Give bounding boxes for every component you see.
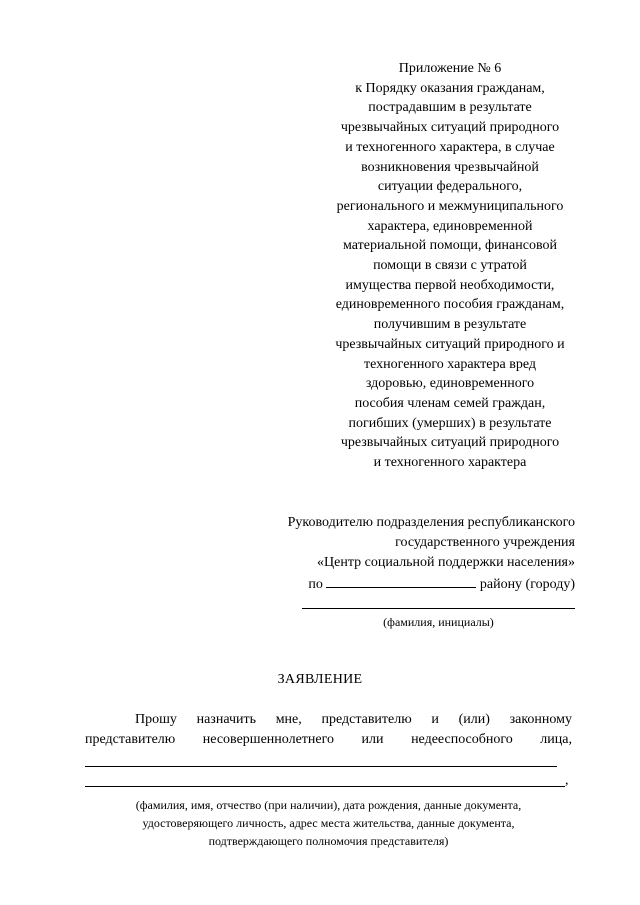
addressee-line: государственного учреждения xyxy=(395,535,575,550)
caption-line: удостоверяющего личность, адрес места жительства, данные документа, xyxy=(142,816,515,830)
appendix-header xyxy=(300,59,600,473)
appendix-line: к Порядку оказания гражданам, xyxy=(355,80,545,96)
appendix-line: имущества первой необходимости, xyxy=(345,277,555,293)
district-suffix: району (городу) xyxy=(479,577,575,592)
appendix-line: получившим в результате xyxy=(373,317,527,333)
appendix-line: материальной помощи, финансовой xyxy=(343,238,557,254)
appendix-line: регионального и межмуниципального xyxy=(336,198,564,214)
district-prefix: по xyxy=(308,577,323,592)
body-line: представителю несовершеннолетнего или недееспособного лица, xyxy=(85,732,572,747)
addressee-name-blank-field[interactable] xyxy=(302,608,575,609)
appendix-line: и техногенного характера xyxy=(373,455,527,471)
district-blank-field[interactable] xyxy=(326,573,476,588)
appendix-line: здоровью, единовременного xyxy=(365,376,535,392)
addressee-name-caption: (фамилия, инициалы) xyxy=(383,615,494,629)
body-line: Прошу назначить мне, представителю и (или) законному xyxy=(135,712,572,727)
appendix-line: пособия членам семей граждан, xyxy=(354,395,546,411)
appendix-line: чрезвычайных ситуаций природного и xyxy=(335,336,565,352)
document-title: ЗАЯВЛЕНИЕ xyxy=(277,672,363,687)
addressee-line: Руководителю подразделения республиканского xyxy=(287,515,575,530)
appendix-line: техногенного характера вред xyxy=(364,356,536,372)
appendix-line: ситуации федерального, xyxy=(377,179,523,195)
applicant-info-blank-field-2[interactable] xyxy=(85,786,565,787)
appendix-line: чрезвычайных ситуаций природного xyxy=(340,435,560,451)
appendix-line: чрезвычайных ситуаций природного xyxy=(340,120,560,136)
appendix-line: Приложение № 6 xyxy=(398,61,502,76)
trailing-comma: , xyxy=(565,773,569,788)
appendix-line: погибших (умерших) в результате xyxy=(348,415,552,431)
applicant-info-blank-field-1[interactable] xyxy=(85,766,557,767)
applicant-info-caption xyxy=(85,796,572,850)
appendix-line: пострадавшим в результате xyxy=(368,100,532,116)
appendix-line: помощи в связи с утратой xyxy=(373,258,527,274)
caption-line: (фамилия, имя, отчество (при наличии), дата рождения, данные документа, xyxy=(135,798,522,812)
addressee-line: «Центр социальной поддержки населения» xyxy=(317,555,575,570)
appendix-line: возникновения чрезвычайной xyxy=(361,159,539,175)
appendix-line: единовременного пособия гражданам, xyxy=(335,297,565,313)
caption-line: подтверждающего полномочия представителя) xyxy=(208,834,449,848)
appendix-line: и техногенного характера, в случае xyxy=(345,139,555,155)
appendix-line: характера, единовременной xyxy=(367,218,533,234)
district-line xyxy=(308,573,575,594)
